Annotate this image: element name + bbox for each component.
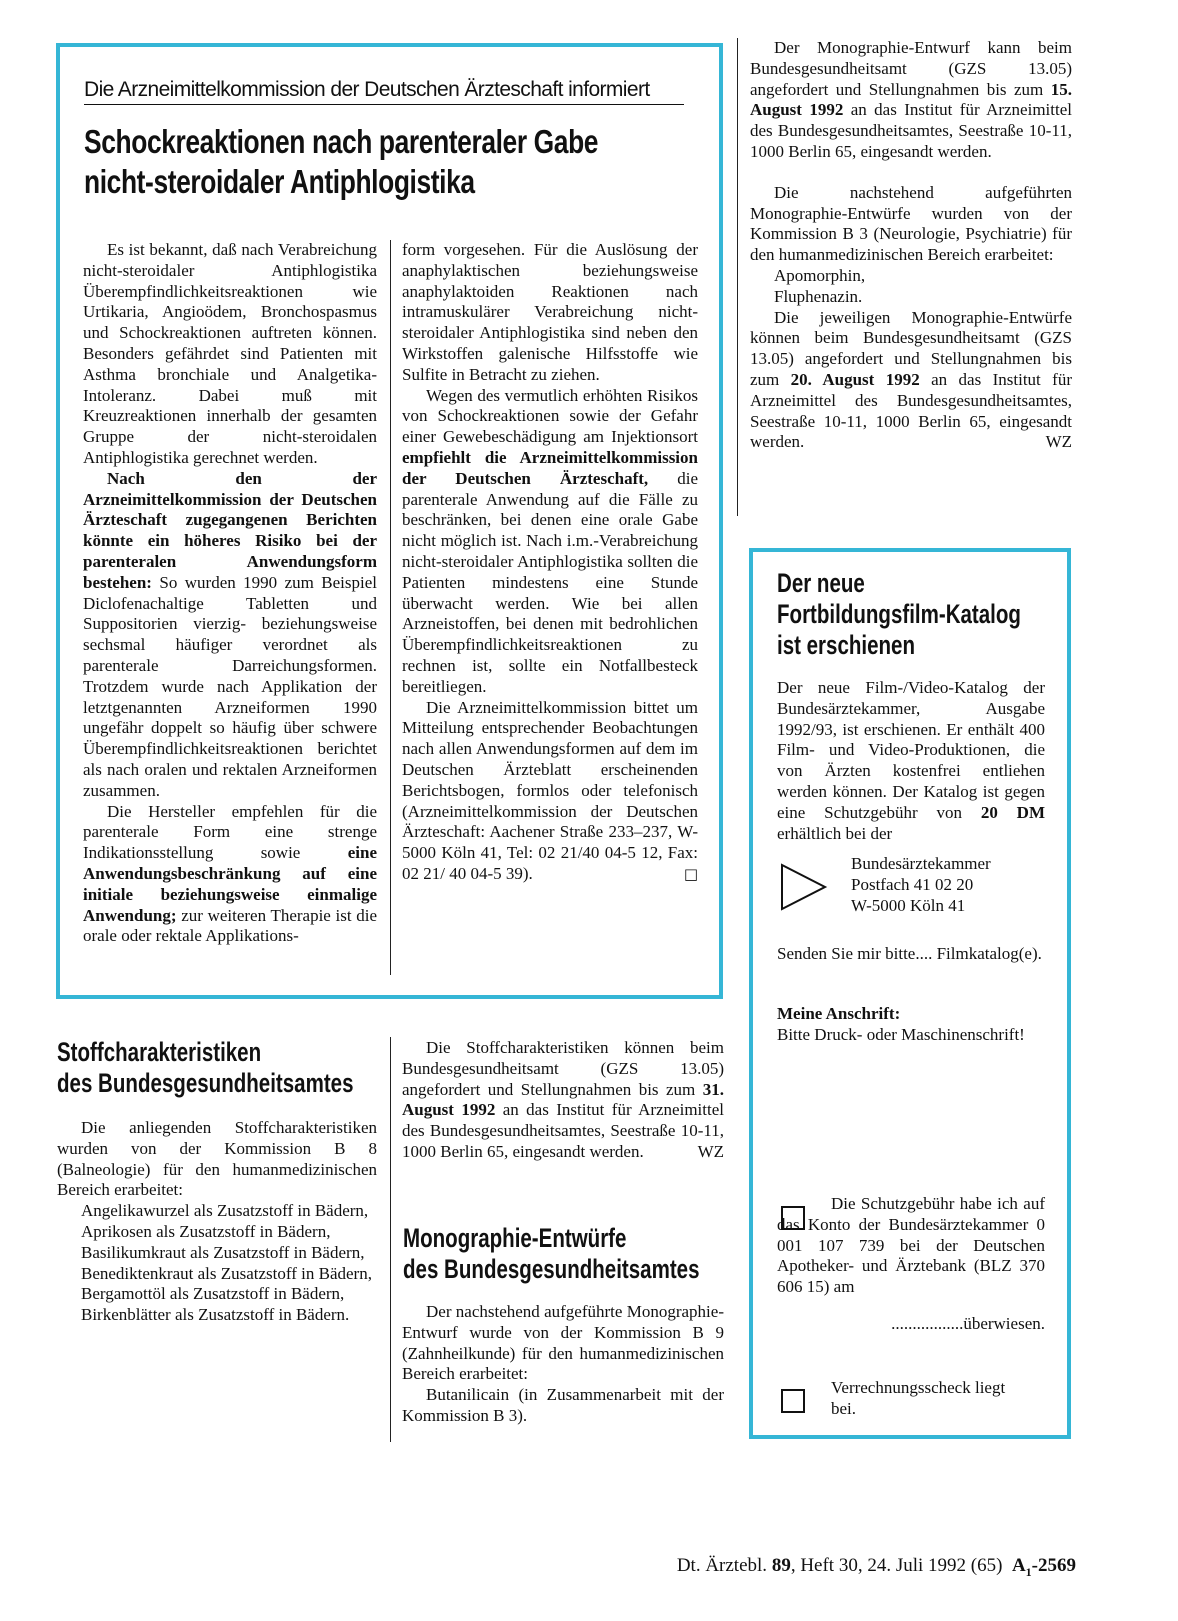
stoff-continuation (402, 1038, 724, 1163)
catalog-order-line[interactable] (777, 944, 1045, 965)
stoff-cont-signature: WZ (697, 1141, 724, 1161)
mono-body (402, 1302, 724, 1427)
right-column-divider (737, 38, 738, 516)
article-col2-p2-bold: empfiehlt die Arzneimittelkommission der Deutschen Ärzteschaft, (402, 447, 698, 488)
footer-page-num: -2569 (1031, 1555, 1076, 1576)
footer-issue: , Heft 30, 24. Juli 1992 (65) (790, 1555, 1003, 1576)
article-kicker (84, 78, 684, 105)
article-title-line1: Schockreaktionen nach parenteraler Gabe (84, 123, 599, 160)
article-column-1 (83, 240, 377, 947)
article-title-line2: nicht-steroidaler Antiphlogistika (84, 163, 475, 200)
catalog-title (777, 568, 1081, 661)
article-col2-paragraph-2 (402, 386, 698, 698)
catalog-address-fields[interactable] (777, 1004, 1045, 1046)
catalog-desc-rest: erhältlich bei der (777, 823, 893, 843)
stoff-intro: Die anliegenden Stoffcharakteristiken wurden von der Kommission B 8 (Balneologie) für den humanmedizinischen Bereich erarbeitet: (57, 1118, 377, 1200)
stoff-title-line2: des Bundesgesundheitsamtes (57, 1068, 354, 1098)
catalog-order-text: Senden Sie mir bitte.... Filmkatalog(e). (777, 944, 1042, 963)
catalog-address-hint: Bitte Druck- oder Maschinenschrift! (777, 1024, 1025, 1044)
catalog-address-line3: W-5000 Köln 41 (851, 895, 966, 915)
catalog-description (777, 678, 1045, 844)
footer-journal: Dt. Ärztebl. (676, 1555, 768, 1576)
stoff-cont-paragraph (402, 1038, 724, 1163)
monograph-cont-p3-start: Die jeweiligen Monographie-Entwürfe können beim Bundesgesundheitsamt (GZS 13.05) angefordert und Stellungnahmen bis zum (750, 307, 1072, 389)
catalog-address-label: Meine Anschrift: (777, 1004, 901, 1023)
end-of-article-mark: □ (683, 864, 698, 883)
stoff-cont-rest: an das Institut für Arzneimittel des Bundesgesundheitsamtes, Seestraße 10-11, 1000 Berlin 65, eingesandt werden. (402, 1100, 724, 1161)
stoff-item-1: Angelikawurzel als Zusatzstoff in Bädern, (81, 1201, 369, 1221)
catalog-desc-price: 20 DM (980, 802, 1045, 822)
stoff-body (57, 1118, 377, 1326)
mono-item: Butanilicain (in Zusammenarbeit mit der Kommission B 3). (402, 1385, 724, 1425)
cheque-text (831, 1378, 1011, 1420)
article-col1-paragraph-1: Es ist bekannt, daß nach Verabreichung nicht-steroidaler Antiphlogistika Überempfindlichkeitsreaktionen wie Urtikaria, Angioödem, Bronchospasmus und Schockreaktionen auftreten können. Besonders gefährdet sind Patienten mit Asthma bronchiale und Analgetika-Intoleranz. Dabei muß mit Kreuzreaktionen innerhalb der gesamten Gruppe der nicht-steroidalen Antiphlogistika gerechnet werden. (83, 240, 377, 467)
catalog-desc-start: Der neue Film-/Video-Katalog der Bundesärztekammer, Ausgabe 1992/93, ist erschienen. Er enthält 400 Film- und Video-Produktionen, die von Ärzten kostenfrei entliehen werden können. Der Katalog ist gegen eine Schutzgebühr von (777, 678, 1045, 822)
article-col1-p3-bold: eine Anwendungsbeschränkung auf eine initiale beziehungsweise einmalige Anwendung; (83, 843, 377, 925)
stoff-cont-bold: 31. August 1992 (402, 1079, 724, 1120)
catalog-title-line1: Der neue (777, 568, 865, 598)
article-col1-paragraph-3 (83, 802, 377, 948)
mono-title-line2: des Bundesgesundheitsamtes (403, 1254, 700, 1284)
cheque-label: Verrechnungsscheck liegt bei. (831, 1378, 1006, 1418)
footer-volume: 89 (771, 1555, 791, 1576)
footer-page (1011, 1555, 1076, 1579)
monograph-cont-item-2: Fluphenazin. (774, 286, 863, 306)
stoff-title-line1: Stoffcharakteristiken (57, 1037, 262, 1067)
stoff-item-5: Bergamottöl als Zusatzstoff in Bädern, (81, 1284, 345, 1304)
cheque-checkbox[interactable] (781, 1389, 805, 1413)
lower-column-divider (390, 1037, 391, 1442)
article-title (84, 122, 692, 202)
monograph-cont-p1-rest: an das Institut für Arzneimittel des Bundesgesundheitsamtes, Seestraße 10-11, 1000 Berlin 65, eingesandt werden. (750, 100, 1072, 161)
article-column-divider (390, 240, 391, 975)
monograph-continuation (750, 38, 1072, 453)
monograph-cont-paragraph-1 (750, 38, 1072, 163)
monograph-cont-signature: WZ (1045, 432, 1072, 452)
footer-page-sub: 1 (1025, 1564, 1032, 1579)
article-column-2 (402, 240, 698, 885)
article-col2-paragraph-1: form vorgesehen. Für die Auslösung der anaphylaktischen beziehungsweise anaphylaktoiden Reaktionen nach intramuskulärer Verabreichung nicht-steroidaler Antiphlogistika sind neben den Wirkstoffen galenische Hilfsstoffe wie Sulfite in Betracht zu ziehen. (402, 240, 698, 384)
catalog-title-line2: Fortbildungsfilm-Katalog (777, 599, 1021, 629)
catalog-address (851, 854, 1051, 916)
catalog-description-text (777, 678, 1045, 844)
stoff-title (57, 1037, 391, 1099)
payment-transfer-label: Die Schutzgebühr habe ich auf das Konto der Bundesärztekammer 0 001 107 739 bei der Deutschen Apotheker- und Ärztebank (BLZ 370 606 15) am (777, 1194, 1045, 1297)
catalog-title-line3: ist erschienen (777, 630, 915, 660)
page-footer (606, 1555, 1076, 1580)
article-col2-paragraph-3 (402, 698, 698, 885)
article-col1-p3-rest: zur weiteren Therapie ist die orale oder rektale Applikations- (83, 905, 377, 946)
monograph-cont-paragraph-3 (750, 308, 1072, 454)
send-arrow-icon (779, 862, 829, 912)
article-col2-p2-start: Wegen des vermutlich erhöhten Risikos von Schockreaktionen sowie der Gefahr einer Gewebeschädigung am Injektionsort (402, 385, 698, 447)
article-kicker-text: Die Arzneimittelkommission der Deutschen Ärzteschaft informiert (84, 78, 650, 101)
monograph-cont-p3-rest: an das Institut für Arzneimittel des Bundesgesundheitsamtes, Seestraße 10-11, 1000 Berlin 65, eingesandt werden. (750, 369, 1072, 452)
article-col1-p3-start: Die Hersteller empfehlen für die parenterale Form eine strenge Indikationsstellung sowie (83, 801, 377, 863)
stoff-item-3: Basilikumkraut als Zusatzstoff in Bädern, (81, 1242, 365, 1262)
stoff-item-6: Birkenblätter als Zusatzstoff in Bädern. (81, 1305, 350, 1325)
article-col1-p2-bold: Nach den der Arzneimittelkommission der Deutschen Ärzteschaft zugegangenen Berichten könnte ein höheres Risiko bei der parenteralen Anwendungsform bestehen: (83, 468, 377, 592)
mono-paragraph: Der nachstehend aufgeführte Monographie-Entwurf wurde von der Kommission B 9 (Zahnheilkunde) für den humanmedizinischen Bereich erarbeitet: (402, 1302, 724, 1384)
payment-transfer-date-line[interactable]: .................überwiesen. (891, 1313, 1045, 1333)
mono-title-line1: Monographie-Entwürfe (403, 1223, 627, 1253)
article-col2-p2-rest: die parenterale Anwendung auf die Fälle zu beschränken, bei denen eine orale Gabe nicht möglich ist. Nach i.m.-Verabreichung nicht-steroidaler Antiphlogistika sollten die Patienten mindestens eine Stunde überwacht werden. Wie bei allen Arzneistoffen, bei denen mit bedrohlichen Überempfindlichkeitsreaktionen zu rechnen ist, sollte ein Notfallbesteck bereitliegen. (402, 468, 698, 696)
catalog-address-line2: Postfach 41 02 20 (851, 874, 974, 894)
mono-title (403, 1223, 737, 1285)
catalog-address-line1: Bundesärztekammer (851, 854, 991, 873)
article-col1-paragraph-2 (83, 469, 377, 802)
monograph-cont-item-1: Apomorphin, (774, 265, 866, 285)
stoff-item-2: Aprikosen als Zusatzstoff in Bädern, (81, 1221, 331, 1241)
monograph-cont-p1-start: Der Monographie-Entwurf kann beim Bundesgesundheitsamt (GZS 13.05) angefordert und Stellungnahmen bis zum (750, 38, 1072, 99)
monograph-cont-p3-bold: 20. August 1992 (790, 369, 920, 389)
monograph-cont-p1-bold: 15. August 1992 (750, 79, 1072, 120)
payment-transfer-text (777, 1194, 1045, 1335)
article-col1-p2-rest: So wurden 1990 zum Beispiel Diclofenachaltige Tabletten und Suppositorien vierzig- beziehungsweise sechsmal häufiger verordnet als parenterale Darreichungsformen. Trotzdem wurde nach Applikation der letztgenannten Arzneiformen 1990 ungefähr doppelt so häufig über schwere Überempfindlichkeitsreaktionen berichtet als nach oralen und rektalen Arzneiformen zusammen. (83, 572, 377, 800)
stoff-cont-start: Die Stoffcharakteristiken können beim Bundesgesundheitsamt (GZS 13.05) angefordert und Stellungnahmen bis zum (402, 1038, 724, 1099)
article-col2-p3-text: Die Arzneimittelkommission bittet um Mitteilung entsprechender Beobachtungen nach allen Anwendungsformen auf dem im Deutschen Ärzteblatt erscheinenden Berichtsbogen, formlos oder telefonisch (Arzneimittelkommission der Deutschen Ärzteschaft: Aachener Straße 233–237, W-5000 Köln 41, Tel: 02 21/40 04-5 12, Fax: 02 21/ 40 04-5 39). (402, 697, 698, 883)
stoff-item-4: Benediktenkraut als Zusatzstoff in Bädern, (81, 1263, 372, 1283)
footer-page-prefix: A (1011, 1555, 1026, 1576)
monograph-cont-paragraph-2: Die nachstehend aufgeführten Monographie-Entwürfe wurden von der Kommission B 3 (Neurologie, Psychiatrie) für den humanmedizinischen Bereich erarbeitet: (750, 182, 1072, 265)
